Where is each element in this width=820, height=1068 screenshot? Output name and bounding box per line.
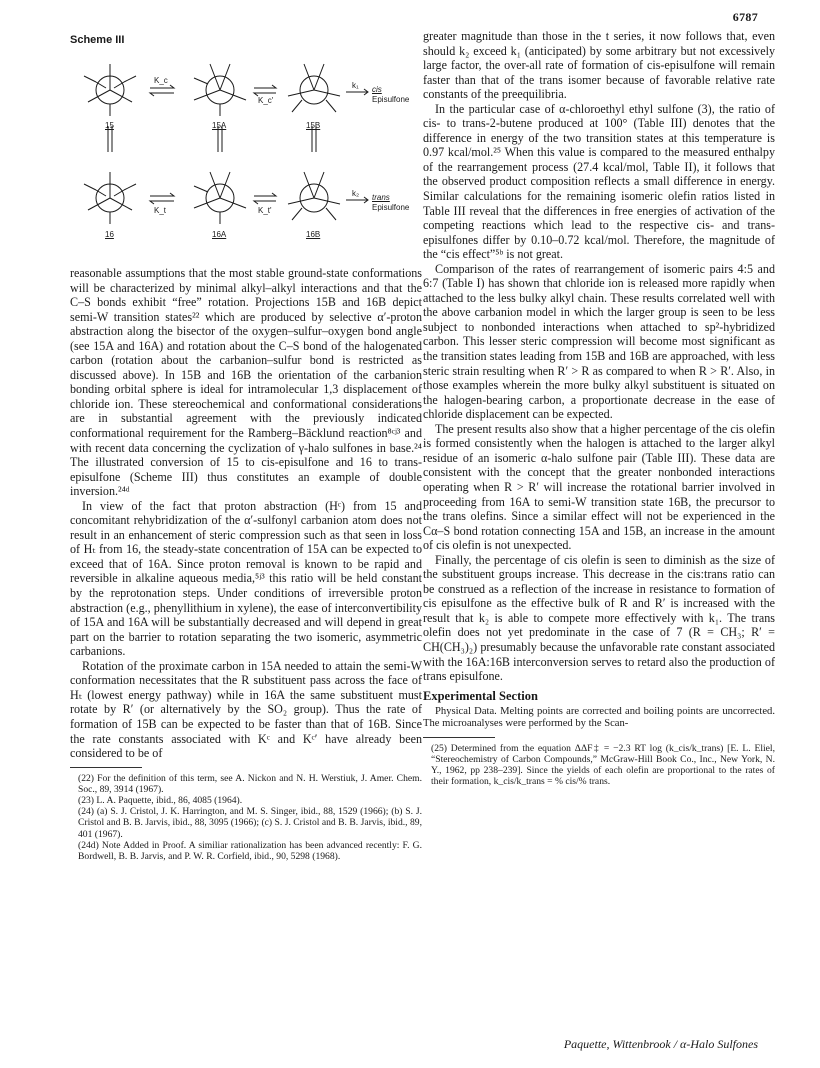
label-15A: 15A xyxy=(212,121,227,130)
footnote-23: (23) L. A. Paquette, ibid., 86, 4085 (1964). xyxy=(78,795,243,806)
label-kt: K_t xyxy=(154,206,167,215)
newman-15A xyxy=(194,64,246,116)
label-trans-episulfone: Episulfone xyxy=(372,203,410,212)
footnote-24d: (24d) Note Added in Proof. A similiar rationalization has been advanced recently: F. G. Bordwell, B. B. Jarvis, and P. W. R. Corfield, ibid., 90, 5298 (1968). xyxy=(78,839,422,863)
footnote-24: (24) (a) S. J. Cristol, J. K. Harrington, and M. S. Singer, ibid., 88, 1529 (1966); (b) S. J. Cristol and B. B. Jarvis, ibid., 88, 3095 (1966); (c) S. J. Cristol and B. B. Jarvis, ibid., 89, 401 (1967). xyxy=(78,806,422,840)
footnote-22: (22) For the definition of this term, see A. Nickon and N. H. Werstiuk, J. Amer. Chem. Soc., 89, 3914 (1967). xyxy=(78,772,422,795)
experimental-text xyxy=(423,706,775,731)
right-column xyxy=(423,29,775,788)
newman-16 xyxy=(84,172,136,224)
label-kcp: K_c' xyxy=(258,96,274,105)
left-footnotes xyxy=(70,773,422,863)
label-kc: K_c xyxy=(154,76,168,85)
newman-15 xyxy=(84,64,136,116)
label-cis: cis xyxy=(372,85,382,94)
right-body-text xyxy=(423,29,775,684)
label-16: 16 xyxy=(105,230,114,239)
newman-15B xyxy=(288,64,340,112)
left-column xyxy=(70,34,422,862)
label-15B: 15B xyxy=(306,121,321,130)
label-15: 15 xyxy=(105,121,114,130)
label-16A: 16A xyxy=(212,230,227,239)
label-ktp: K_t' xyxy=(258,206,272,215)
right-paragraph: The present results also show that a higher percentage of the cis olefin is formed consistently when the halogen is attached to the larger alkyl residue of an isomeric α-halo sulfone pair (Table III). These data are consistent with the concept that the greater nonbonded interactions operating when R > R′ will increase the rotational barrier involved in proceeding from 16A to semi-W transition state 16B, the precursor to the trans olefins. Since a similar effect will not be experienced in the Cα–S bond rotation connecting 15A and 15B, an increase in the amount of cis olefin is not unexpected. xyxy=(423,421,775,553)
scheme-iii-figure xyxy=(70,48,422,266)
newman-projections-diagram xyxy=(70,48,422,266)
running-footer: Paquette, Wittenbrook / α-Halo Sulfones xyxy=(563,1037,758,1051)
right-footnotes xyxy=(423,743,775,788)
label-k1: k₁ xyxy=(352,81,359,90)
footnote-25: (25) Determined from the equation ΔΔF‡ = −2.3 RT log (k_cis/k_trans) [E. L. Eliel, “Stereochemistry of Carbon Compounds,” McGraw-Hill Book Co., Inc., New York, N. Y., 1962, pp 238–239]. Since the yields of each olefin are proportional to the rates of their formation, k_cis/k_trans = % cis/% trans. xyxy=(431,742,775,788)
right-paragraph: Comparison of the rates of rearrangement of isomeric pairs 4:5 and 6:7 (Table I) has shown that chloride ion is released more rapidly when attached to the less bulky alkyl chain. These results correlated well with the above carbanion model in which the larger group is seen to be less subject to nonbonded interactions when attached to sp²-hybridized carbon. This lesser steric compression will become most significant as the transition states leading from 15B and 16B are approached, with less steric strain resulting when R′ > R as compared to when R > R′. Also, in those examples wherein the more bulky alkyl substituent is situated on the halogen-bearing carbon, a proportionate decrease in the ease of chloride displacement can be expected. xyxy=(423,261,775,422)
footnote-rule xyxy=(423,737,495,738)
left-paragraph: reasonable assumptions that the most stable ground-state conformations will be characterized by minimal alkyl–alkyl interactions and that the C–S bonds exhibit “free” rotation. Projections 15B and 16B depict semi-W transition states²² which are produced by selective α′-proton abstraction along the bisector of the oxygen–sulfur–oxygen bond angle (see 15A and 16A) and rotation about the C–S bond of the halogenated carbon (rotation about the carbanion–sulfur bond is restricted as discussed above). In 15B and 16B the orientation of the carbanion bonding orbital sphere is ideal for intramolecular 1,3 displacement of chloride ion. These stereochemical and conformational considerations are in substantial agreement with the previously indicated conformational requirement for the Ramberg–Bäcklund reaction⁸ᶜʲ³ and with recent data concerning the cyclization of γ-halo sulfones in base.²⁴ The illustrated conversion of 15 to cis-episulfone and 16 to trans-episulfone (Scheme III) thus constitutes an example of double inversion.²⁴ᵈ xyxy=(70,266,422,499)
left-paragraph: Rotation of the proximate carbon in 15A needed to attain the semi-W conformation necessitates that the R substituent pass across the face of Hₜ (lowest energy pathway) while in 16A the same substituent must rotate by R′ (or alternatively by the SO₂ group). Thus the rate of formation of 15B can be expected to be faster than that of 16B. Since the rate constants associated with Kᶜ and Kᶜ′ have already been considered to be of xyxy=(70,658,422,761)
section-heading: Experimental Section xyxy=(423,688,538,703)
label-k2: k₂ xyxy=(352,189,360,198)
label-16B: 16B xyxy=(306,230,321,239)
newman-16A xyxy=(194,172,246,224)
right-paragraph: greater magnitude than those in the t series, it now follows that, even should k₂ exceed k₁ (anticipated) by some arbitrary but not excessively large factor, the over-all rate of formation of cis-episulfone will remain faster than that of the trans isomer because of favorable relative rate constants of the preequilibria. xyxy=(423,29,775,102)
left-paragraph: In view of the fact that proton abstraction (Hᶜ) from 15 and concomitant rehybridization of the α′-sulfonyl carbanion atom does not result in an enhancement of steric compression such as that seen in loss of Hₜ from 16, the steady-state concentration of 15A can be expected to exceed that of 16A. Since proton removal is known to be rapid and reversible in alkaline aqueous media,⁵ʲ³ this ratio will be held constant by the reprotonation steps. Under conditions of irreversible proton abstraction (e.g., phenyllithium in xylene), the ease of interconvertibility of 15A and 16A will be substantially decreased and will depend in great part on the barrier to rotation separating the two isomeric, asymmetric carbanions. xyxy=(70,498,422,659)
scheme-title: Scheme III xyxy=(70,34,125,46)
right-paragraph: Finally, the percentage of cis olefin is seen to diminish as the size of the substituent groups increase. This decrease in the cis:trans ratio can be construed as a reflection of the increase in resistance to formation of cis episulfone as the effective bulk of R and R′ is increased with the result that k₂ is able to compete more effectively with k₁. The trans olefin does not yet predominate in the case of 7 (R = CH₃; R′ = CH(CH₃)₂) presumably because the unfavorable rate constant associated with the 16A:16B interconversion serves to retard also the production of trans episulfone. xyxy=(423,552,775,684)
left-body-text xyxy=(70,266,422,761)
newman-16B xyxy=(288,172,340,220)
footnote-rule xyxy=(70,767,142,768)
experimental-paragraph: Physical Data. Melting points are corrected and boiling points are uncorrected. The microanalyses were performed by the Scan- xyxy=(423,705,775,730)
page-number: 6787 xyxy=(732,10,758,24)
right-paragraph: In the particular case of α-chloroethyl ethyl sulfone (3), the ratio of cis- to trans-2-butene produced at 100° (Table III) denotes that the difference in energy of the two transition states at this temperature is 0.97 kcal/mol.²⁵ When this value is compared to the measured enthalpy of the rearrangement process (27.4 kcal/mol, Table II), it follows that the observed product composition reflects a small difference in energy. Similar calculations for the remaining isomeric olefin ratios listed in Table III reveal that the differences in free energies of activation of the competing reactions which lead to the respective cis- and trans-episulfones differ by 0.10–0.72 kcal/mol. Therefore, the magnitude of the “cis effect”⁵ᵇ is not great. xyxy=(423,101,775,262)
label-trans: trans xyxy=(372,193,390,202)
label-cis-episulfone: Episulfone xyxy=(372,95,410,104)
